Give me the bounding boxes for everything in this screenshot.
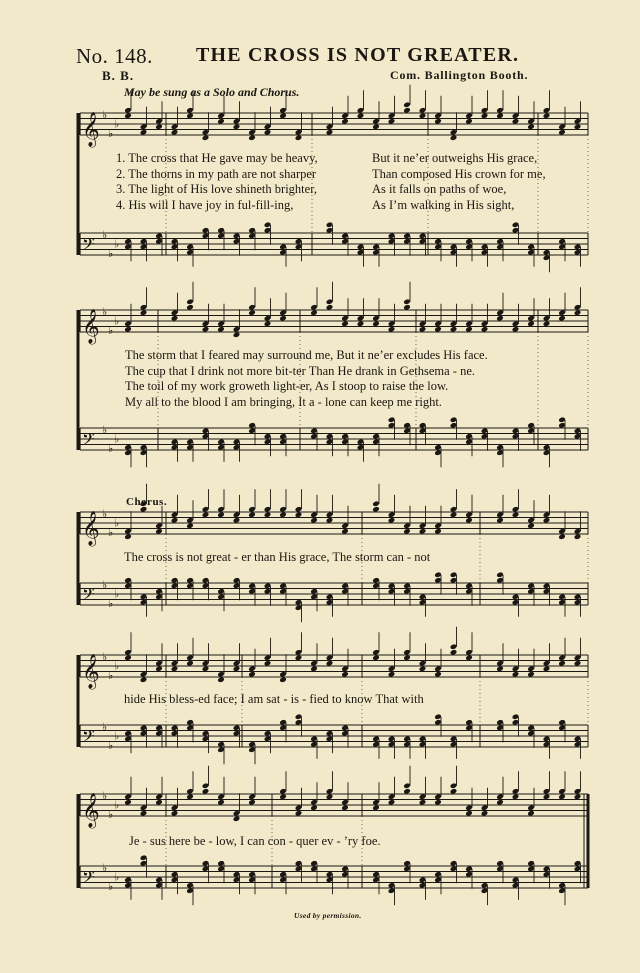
- note-head: [202, 788, 210, 795]
- note-head: [186, 793, 194, 800]
- composer-credit: Com. Ballington Booth.: [390, 68, 529, 82]
- note-head: [372, 804, 380, 811]
- note-head: [248, 671, 256, 678]
- note-head: [543, 112, 551, 119]
- note-head: [124, 326, 132, 333]
- flat-icon: ♭: [102, 789, 108, 803]
- note-head: [419, 326, 427, 333]
- chorus-lyric-line: Je - sus here be - low, I can con - quer ev - ’ry foe.: [129, 834, 381, 848]
- verse-line: As it falls on paths of woe,: [372, 182, 507, 196]
- clef-icon: 𝄢: [82, 867, 95, 891]
- flat-icon: ♭: [102, 861, 108, 875]
- flat-icon: ♭: [108, 596, 114, 610]
- clef-icon: 𝄞: [82, 793, 100, 828]
- note-head: [279, 511, 287, 518]
- note-head: [155, 665, 163, 672]
- note-head: [496, 112, 504, 119]
- note-head: [558, 793, 566, 800]
- note-head: [388, 671, 396, 678]
- note-head: [465, 118, 473, 125]
- note-head: [326, 793, 334, 800]
- note-head: [558, 533, 566, 540]
- note-head: [450, 511, 458, 518]
- flat-icon: ♭: [108, 525, 114, 539]
- note-head: [558, 660, 566, 667]
- note-head: [496, 665, 504, 672]
- note-head: [434, 118, 442, 125]
- note-head: [279, 315, 287, 322]
- verse-line: 4. His will I have joy in ful-fill-ing,: [116, 197, 294, 212]
- note-head: [372, 123, 380, 130]
- verse-line: 3. The light of His love shineth brighter,: [116, 182, 317, 196]
- note-head: [434, 326, 442, 333]
- note-head: [140, 810, 148, 817]
- note-head: [403, 304, 411, 311]
- flat-icon: ♭: [114, 587, 120, 601]
- flat-icon: ♭: [108, 126, 114, 140]
- note-head: [372, 654, 380, 661]
- note-head: [310, 517, 318, 524]
- note-head: [512, 118, 520, 125]
- note-head: [496, 799, 504, 806]
- note-head: [558, 129, 566, 136]
- verse-line: The cup that I drink not more bit-ter Than He drank in Gethsema - ne.: [125, 363, 476, 378]
- flat-icon: ♭: [114, 314, 120, 328]
- note-head: [434, 671, 442, 678]
- note-head: [310, 309, 318, 316]
- clef-icon: 𝄞: [82, 112, 100, 147]
- flat-icon: ♭: [108, 246, 114, 260]
- flat-icon: ♭: [108, 323, 114, 337]
- note-head: [543, 665, 551, 672]
- chorus-label: Chorus.: [126, 496, 168, 508]
- note-head: [574, 660, 582, 667]
- note-head: [155, 528, 163, 535]
- note-head: [264, 660, 272, 667]
- flat-icon: ♭: [102, 305, 108, 319]
- note-head: [574, 123, 582, 130]
- hymn-number: No. 148.: [76, 44, 153, 68]
- note-head: [574, 533, 582, 540]
- clef-icon: 𝄞: [82, 309, 100, 344]
- verse-line: The storm that I feared may surround me, But it ne’er excludes His face.: [125, 348, 488, 362]
- note-head: [450, 134, 458, 141]
- flat-icon: ♭: [114, 516, 120, 530]
- flat-icon: ♭: [114, 659, 120, 673]
- note-head: [295, 654, 303, 661]
- note-head: [124, 654, 132, 661]
- verse-lines-system-2: [125, 348, 488, 410]
- note-head: [481, 112, 489, 119]
- note-head: [372, 506, 380, 513]
- flat-icon: ♭: [108, 441, 114, 455]
- note-head: [233, 517, 241, 524]
- flat-icon: ♭: [114, 237, 120, 251]
- note-head: [388, 118, 396, 125]
- flat-icon: ♭: [114, 798, 120, 812]
- note-head: [419, 665, 427, 672]
- note-head: [388, 517, 396, 524]
- note-head: [481, 810, 489, 817]
- note-head: [186, 304, 194, 311]
- verse-line: 2. The thorns in my path are not sharper: [116, 166, 317, 181]
- flat-icon: ♭: [102, 650, 108, 664]
- note-head: [217, 118, 225, 125]
- note-head: [388, 326, 396, 333]
- note-head: [248, 134, 256, 141]
- note-head: [465, 654, 473, 661]
- note-head: [171, 315, 179, 322]
- note-head: [248, 511, 256, 518]
- note-head: [248, 309, 256, 316]
- note-head: [419, 112, 427, 119]
- note-head: [326, 129, 334, 136]
- note-head: [171, 517, 179, 524]
- note-head: [202, 665, 210, 672]
- clef-icon: 𝄢: [82, 429, 95, 453]
- note-head: [341, 804, 349, 811]
- note-head: [450, 788, 458, 795]
- note-head: [434, 528, 442, 535]
- note-head: [233, 665, 241, 672]
- note-head: [310, 804, 318, 811]
- note-head: [496, 517, 504, 524]
- performance-note: May be sung as a Solo and Chorus.: [124, 85, 300, 99]
- note-head: [217, 676, 225, 683]
- note-head: [403, 107, 411, 114]
- note-head: [202, 134, 210, 141]
- note-head: [217, 799, 225, 806]
- note-head: [481, 326, 489, 333]
- note-head: [124, 112, 132, 119]
- note-head: [527, 123, 535, 130]
- note-head: [403, 528, 411, 535]
- flat-icon: ♭: [114, 729, 120, 743]
- note-head: [202, 326, 210, 333]
- note-head: [264, 320, 272, 327]
- note-head: [295, 511, 303, 518]
- note-head: [574, 309, 582, 316]
- note-head: [171, 665, 179, 672]
- author-credit: B. B.: [102, 68, 135, 83]
- verse-lines-first-half: [116, 151, 318, 213]
- note-head: [450, 326, 458, 333]
- clef-icon: 𝄞: [82, 511, 100, 546]
- verse-line: My all to the blood I am bringing, It a - lone can keep me right.: [125, 394, 442, 409]
- note-head: [155, 123, 163, 130]
- note-head: [202, 511, 210, 518]
- note-head: [248, 799, 256, 806]
- note-head: [217, 326, 225, 333]
- clef-icon: 𝄢: [82, 234, 95, 258]
- flat-icon: ♭: [114, 870, 120, 884]
- note-head: [264, 511, 272, 518]
- flat-icon: ♭: [108, 668, 114, 682]
- note-head: [574, 793, 582, 800]
- note-head: [434, 799, 442, 806]
- note-head: [140, 676, 148, 683]
- footer-credit: Used by permission.: [294, 911, 362, 920]
- note-head: [512, 793, 520, 800]
- note-head: [326, 517, 334, 524]
- flat-icon: ♭: [108, 807, 114, 821]
- note-head: [357, 112, 365, 119]
- note-head: [171, 810, 179, 817]
- note-head: [233, 331, 241, 338]
- note-head: [527, 810, 535, 817]
- flat-icon: ♭: [114, 117, 120, 131]
- hymn-title: THE CROSS IS NOT GREATER.: [196, 44, 520, 66]
- flat-icon: ♭: [102, 720, 108, 734]
- note-head: [140, 129, 148, 136]
- note-head: [171, 129, 179, 136]
- note-head: [264, 129, 272, 136]
- note-head: [450, 649, 458, 656]
- note-head: [512, 326, 520, 333]
- flat-icon: ♭: [108, 879, 114, 893]
- chorus-lyric-line: hide His bless-ed face; I am sat - is - fied to know That with: [124, 692, 424, 706]
- note-head: [295, 810, 303, 817]
- note-head: [357, 320, 365, 327]
- note-head: [543, 517, 551, 524]
- flat-icon: ♭: [114, 432, 120, 446]
- note-head: [279, 112, 287, 119]
- note-head: [465, 326, 473, 333]
- note-head: [279, 793, 287, 800]
- note-head: [419, 528, 427, 535]
- note-head: [341, 671, 349, 678]
- clef-icon: 𝄞: [82, 654, 100, 689]
- note-head: [419, 799, 427, 806]
- flat-icon: ♭: [108, 738, 114, 752]
- flat-icon: ♭: [102, 423, 108, 437]
- note-head: [465, 810, 473, 817]
- note-head: [527, 671, 535, 678]
- note-head: [512, 671, 520, 678]
- note-head: [279, 676, 287, 683]
- verse-line: The toil of my work groweth light-er, As I stoop to raise the low.: [125, 379, 449, 393]
- note-head: [341, 528, 349, 535]
- note-head: [465, 517, 473, 524]
- chorus-lyric-line: The cross is not great - er than His grace, The storm can - not: [124, 550, 431, 564]
- note-head: [543, 320, 551, 327]
- flat-icon: ♭: [102, 228, 108, 242]
- note-head: [295, 134, 303, 141]
- note-head: [496, 315, 504, 322]
- clef-icon: 𝄢: [82, 584, 95, 608]
- note-head: [341, 320, 349, 327]
- note-head: [124, 533, 132, 540]
- note-head: [403, 654, 411, 661]
- note-head: [558, 315, 566, 322]
- note-head: [186, 112, 194, 119]
- verse-lines-second-half: [372, 151, 546, 213]
- note-head: [310, 665, 318, 672]
- note-head: [155, 799, 163, 806]
- note-head: [372, 320, 380, 327]
- verse-line: Than composed His crown for me,: [372, 166, 546, 181]
- note-head: [527, 320, 535, 327]
- note-head: [341, 118, 349, 125]
- note-head: [186, 660, 194, 667]
- verse-line: As I’m walking in His sight,: [372, 197, 515, 212]
- verse-line: 1. The cross that He gave may be heavy,: [116, 151, 318, 165]
- flat-icon: ♭: [102, 578, 108, 592]
- note-head: [543, 793, 551, 800]
- flat-icon: ♭: [102, 108, 108, 122]
- note-head: [527, 522, 535, 529]
- note-head: [512, 511, 520, 518]
- note-head: [217, 511, 225, 518]
- note-head: [140, 309, 148, 316]
- note-head: [326, 304, 334, 311]
- note-head: [124, 799, 132, 806]
- note-head: [186, 522, 194, 529]
- clef-icon: 𝄢: [82, 726, 95, 750]
- note-head: [233, 815, 241, 822]
- note-head: [233, 123, 241, 130]
- flat-icon: ♭: [102, 507, 108, 521]
- note-head: [326, 660, 334, 667]
- note-head: [403, 788, 411, 795]
- note-head: [388, 799, 396, 806]
- verse-line: But it ne’er outweighs His grace,: [372, 151, 538, 165]
